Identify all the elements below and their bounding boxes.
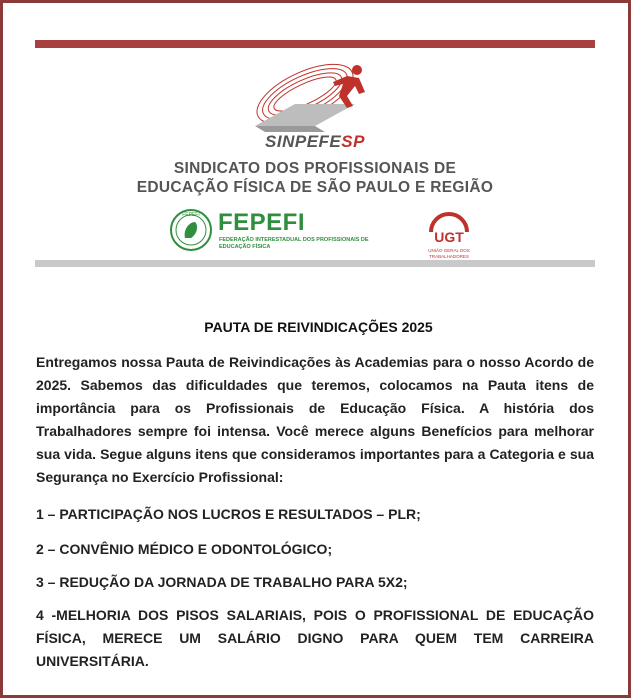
demand-item: 2 – CONVÊNIO MÉDICO E ODONTOLÓGICO; — [36, 541, 333, 557]
intro-paragraph: Entregamos nossa Pauta de Reivindicações às Academias para o nosso Acordo de 2025. Sabemos das dificuldades que teremos, colocamos na Pauta itens de importância para os Profissionais de Educação Física. A história dos Trabalhadores sempre foi intensa. Você merece alguns Benefícios para melhorar sua vida. Segue alguns itens que consideramos importantes para a Categoria e sua Segurança no Exercício Profissional: — [36, 354, 594, 485]
fepefi-seal-icon — [169, 208, 213, 252]
demand-item: 3 – REDUÇÃO DA JORNADA DE TRABALHO PARA 5X2; — [36, 574, 408, 590]
brand-suffix: SP — [341, 132, 365, 151]
header-bottom-bar — [35, 260, 595, 267]
demand-item: 1 – PARTICIPAÇÃO NOS LUCROS E RESULTADOS – PLR; — [36, 506, 421, 522]
document-title: PAUTA DE REIVINDICAÇÕES 2025 — [204, 319, 433, 335]
fepefi-subtitle: FEDERAÇÃO INTERESTADUAL DOS PROFISSIONAIS DE EDUCAÇÃO FÍSICA — [219, 237, 369, 250]
union-name-line1: SINDICATO DOS PROFISSIONAIS DE — [173, 160, 457, 177]
demand-item: 4 -MELHORIA DOS PISOS SALARIAIS, POIS O PROFISSIONAL DE EDUCAÇÃO FÍSICA, MERECE UM SALÁRIO DIGNO PARA QUEM TEM CARREIRA UNIVERSITÁRIA. — [36, 607, 594, 669]
fepefi-name: FEPEFI — [218, 209, 306, 236]
sinpefe-brand — [35, 132, 595, 152]
header-banner — [35, 48, 595, 260]
union-name-line2: EDUCAÇÃO FÍSICA DE SÃO PAULO E REGIÃO — [136, 179, 494, 196]
ugt-logo-icon — [423, 208, 475, 248]
ugt-subtitle: UNIÃO GERAL DOS TRABALHADORES — [428, 248, 470, 259]
ugt-name: UGT — [434, 229, 464, 245]
sinpefe-runner-logo-icon — [235, 56, 395, 136]
brand-main: SINPEFE — [265, 132, 342, 151]
header-top-bar — [35, 40, 595, 48]
fepefi-seal-text: FEPEFI — [182, 212, 200, 218]
